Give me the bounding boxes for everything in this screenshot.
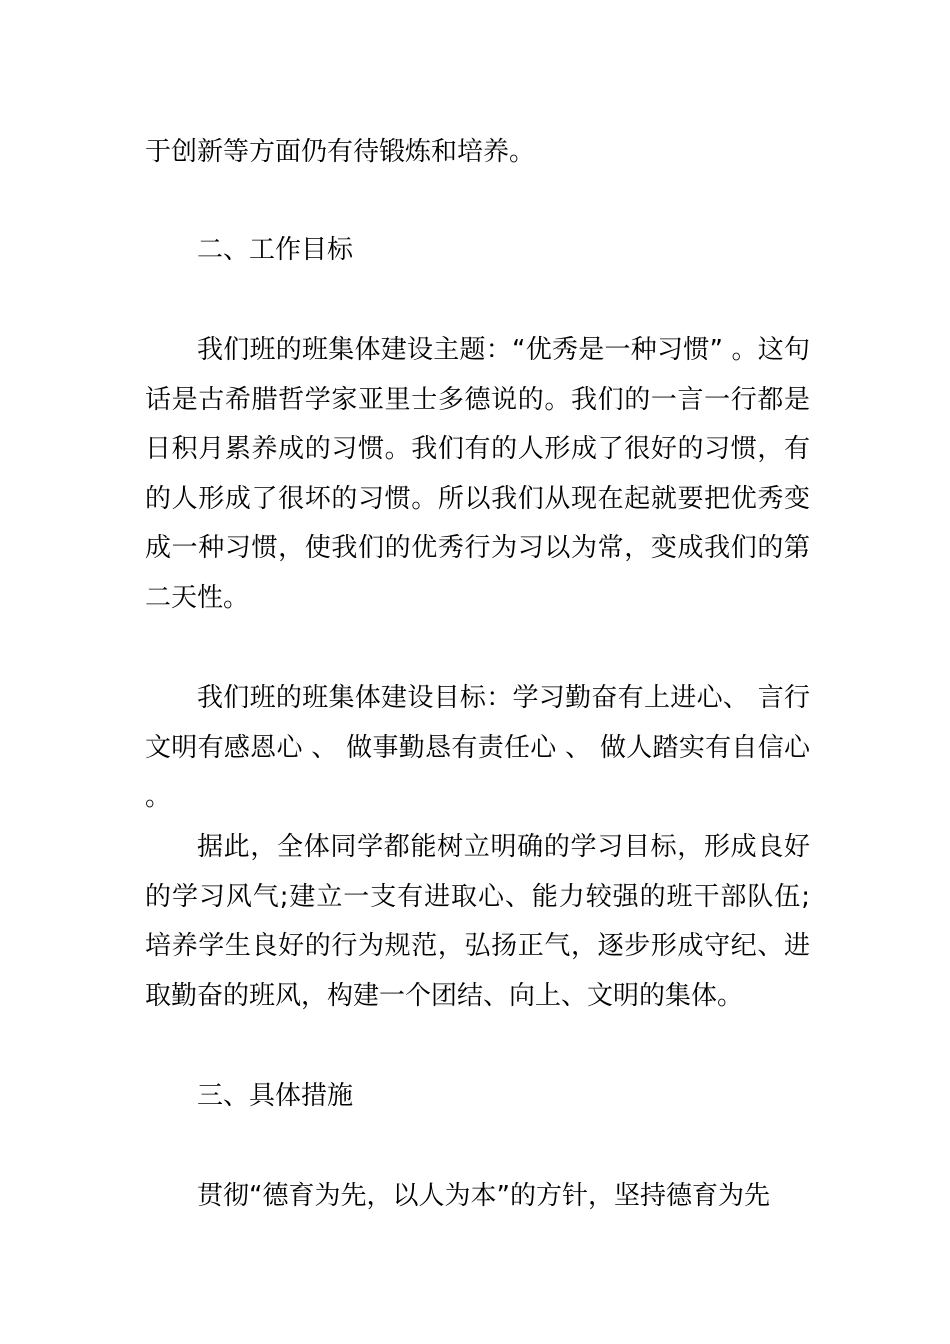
paragraph-continuation: 于创新等方面仍有待锻炼和培养。: [145, 137, 536, 167]
section-heading-specific-measures: 三、具体措施: [197, 1081, 354, 1111]
paragraph-accordingly: 据此，全体同学都能树立明确的学习目标，形成良好的学习风气;建立一支有进取心、能力较强的班干部队伍;培养学生良好的行为规范，弘扬正气，逐步形成守纪、进取勤奋的班风，构建一个团结、向上、文明的集体。: [145, 832, 810, 1011]
section-heading-work-goals: 二、工作目标: [197, 235, 354, 265]
paragraph-class-goals: 我们班的班集体建设目标：学习勤奋有上进心、 言行文明有感恩心 、 做事勤恳有责任心 、 做人踏实有自信心 。: [145, 683, 810, 812]
paragraph-class-theme: 我们班的班集体建设主题：“优秀是一种习惯” 。这句话是古希腊哲学家亚里士多德说的。我们的一言一行都是日积月累养成的习惯。我们有的人形成了很好的习惯，有的人形成了很坏的习惯。所以我们从现在起就要把优秀变成一种习惯，使我们的优秀行为习以为常，变成我们的第二天性。: [145, 335, 810, 613]
paragraph-moral-education: 贯彻“德育为先，以人为本”的方针，坚持德育为先: [197, 1181, 770, 1211]
